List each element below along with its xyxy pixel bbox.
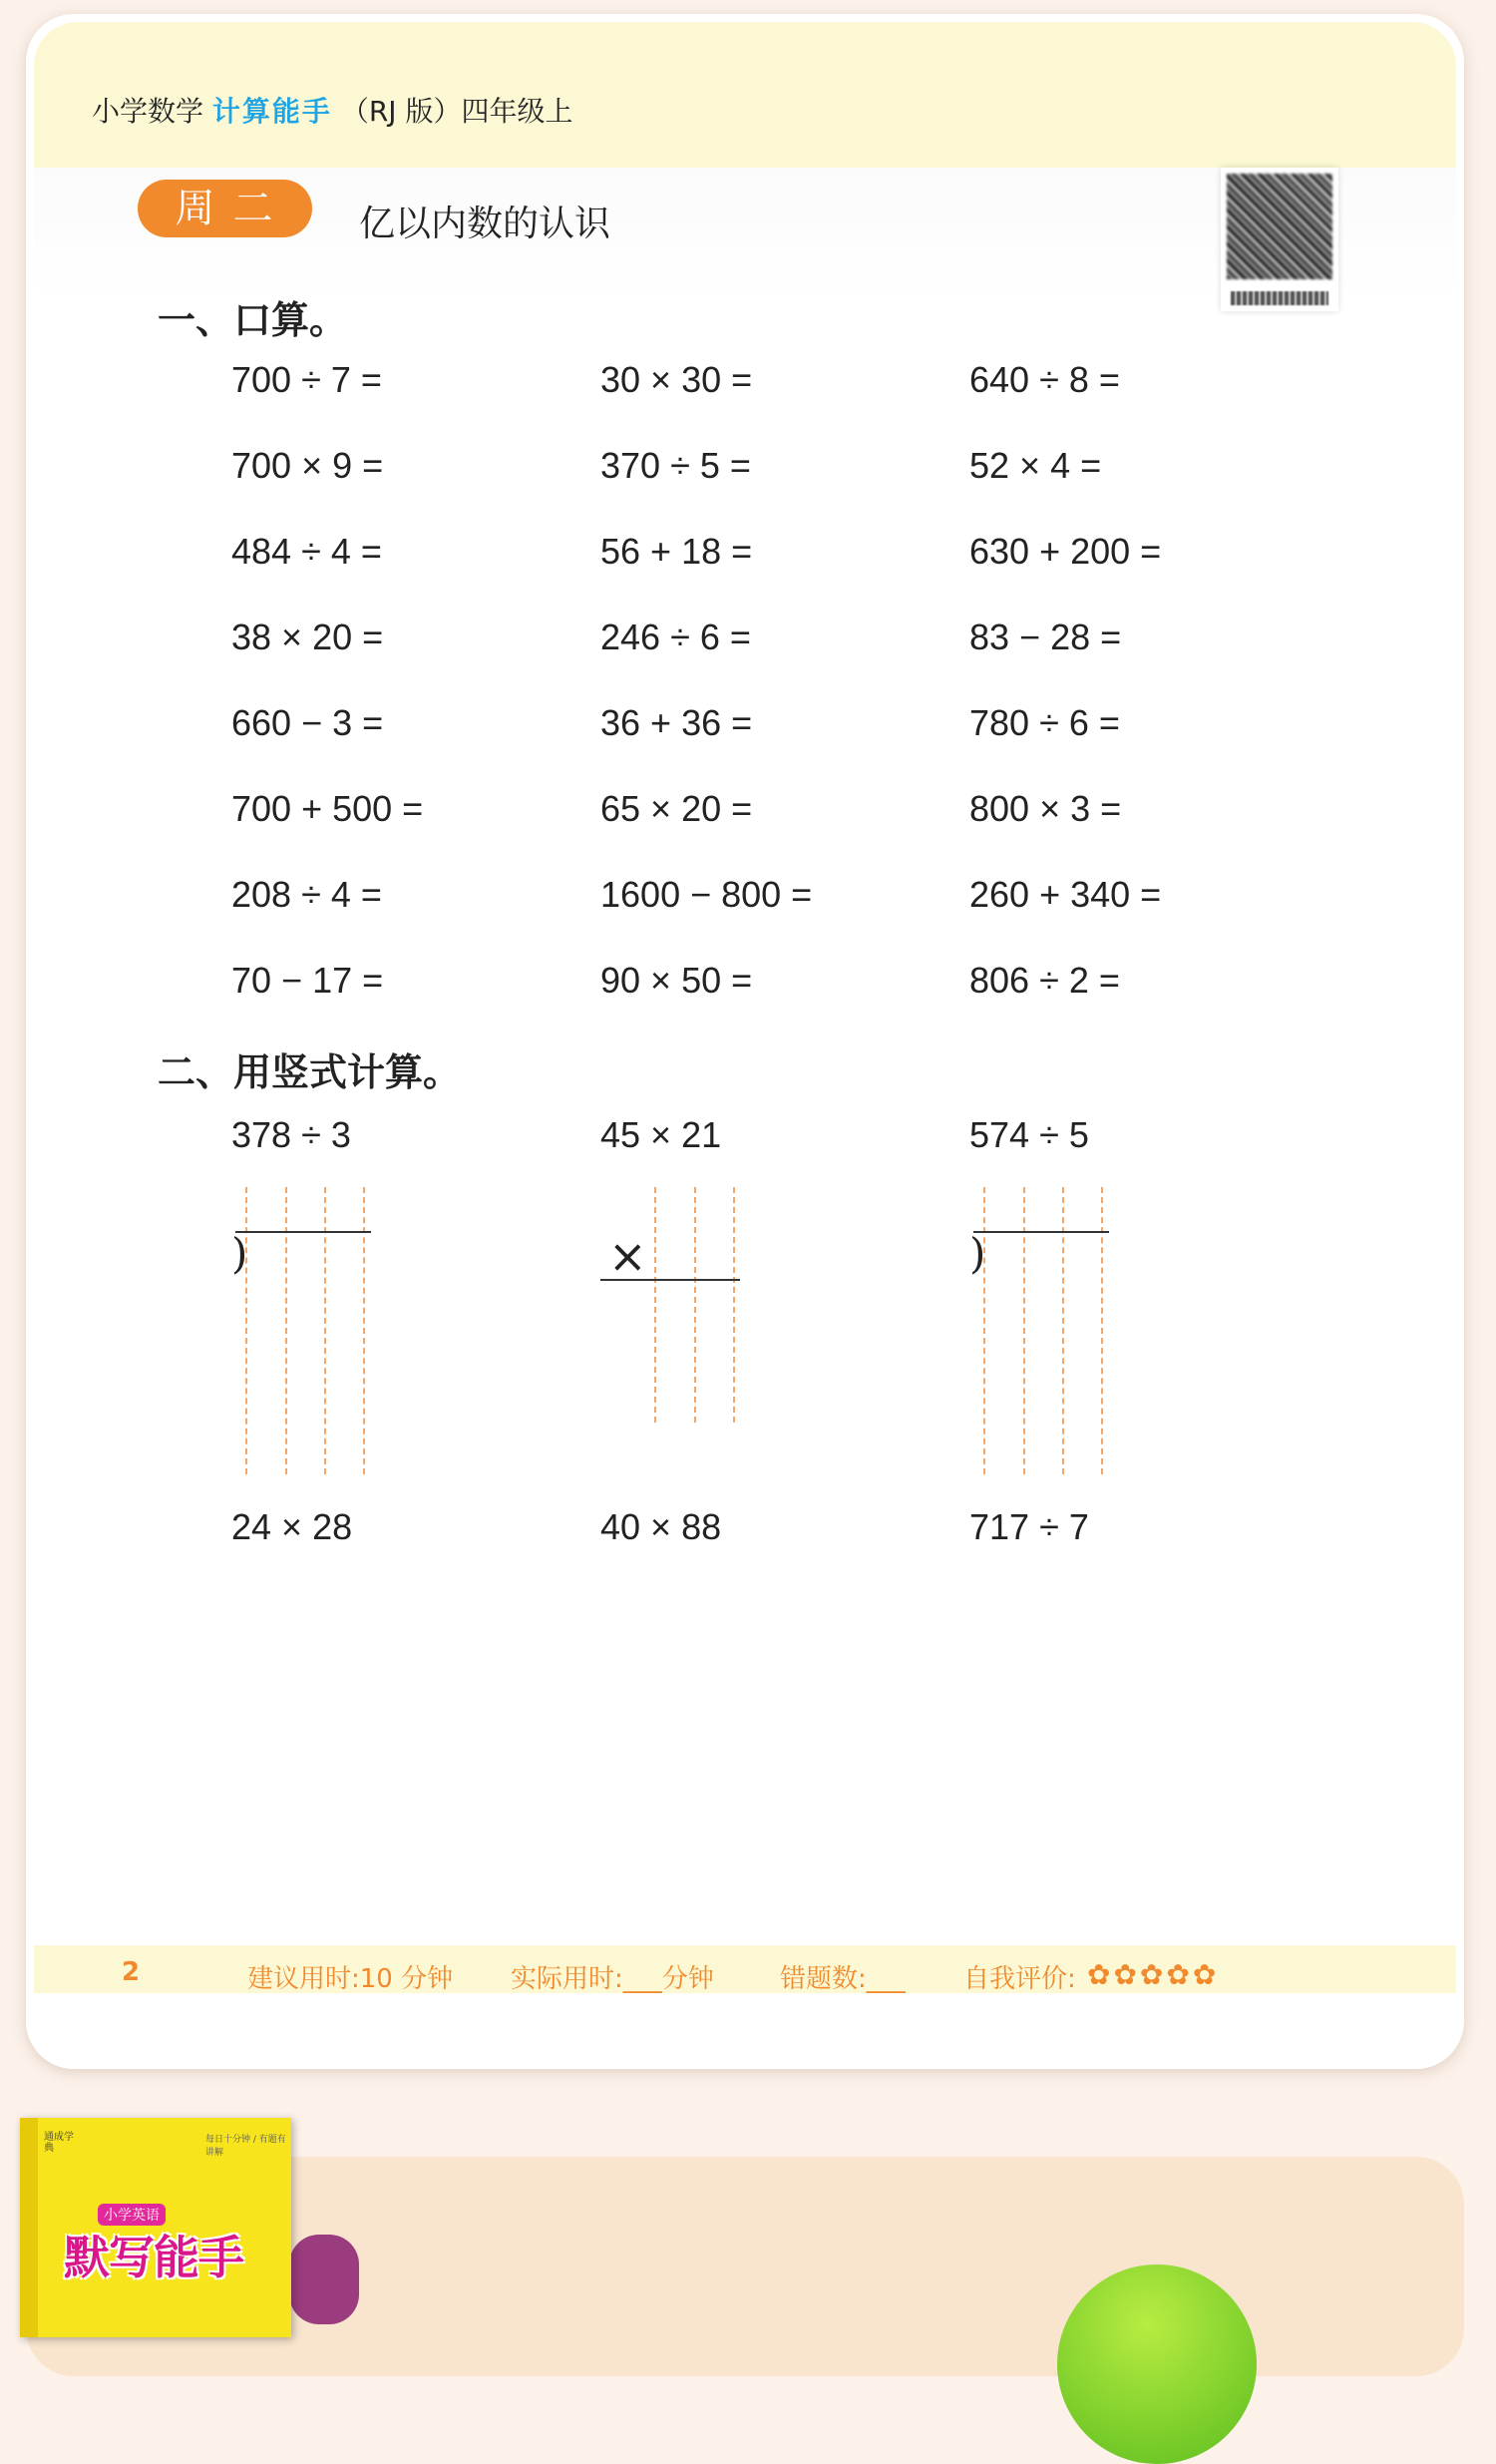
division-bar — [235, 1231, 371, 1233]
oral-problem: 246 ÷ 6 = — [600, 616, 751, 657]
book-tagline: 每日十分钟 / 有题有讲解 — [205, 2135, 286, 2158]
oral-problem: 70 − 17 = — [231, 960, 384, 1001]
oral-problem: 370 ÷ 5 = — [600, 445, 751, 486]
division-bracket: ) — [969, 1229, 986, 1278]
digit-guide-line — [694, 1187, 696, 1423]
oral-problem: 30 × 30 = — [600, 359, 753, 400]
oral-problem: 484 ÷ 4 = — [231, 531, 382, 572]
oral-problem: 38 × 20 = — [231, 616, 384, 657]
vertical-problem: 717 ÷ 7 — [969, 1506, 1089, 1547]
oral-problem: 640 ÷ 8 = — [969, 359, 1120, 400]
oral-problem: 806 ÷ 2 = — [969, 960, 1120, 1001]
lesson-topic: 亿以内数的认识 — [359, 204, 611, 244]
decorative-ball — [1057, 2264, 1257, 2464]
oral-problem: 700 × 9 = — [231, 445, 384, 486]
promo-section — [0, 2095, 1496, 2316]
day-badge: 周二 — [138, 180, 312, 237]
vertical-problem: 45 × 21 — [600, 1114, 722, 1155]
series-label: 小学数学 — [92, 95, 204, 128]
error-count: 错题数:___ — [780, 1964, 906, 1994]
times-sign: × — [608, 1229, 647, 1283]
oral-problem: 56 + 18 = — [600, 531, 753, 572]
oral-problem: 90 × 50 = — [600, 960, 753, 1001]
oral-problem: 700 + 500 = — [231, 788, 424, 829]
qr-code-card[interactable] — [1221, 168, 1338, 311]
decorative-shape — [289, 2235, 359, 2324]
actual-time: 实际用时:___分钟 — [511, 1964, 714, 1994]
book-publisher: 通成学典 — [44, 2132, 74, 2154]
vertical-problem: 24 × 28 — [231, 1506, 353, 1547]
oral-problem: 630 + 200 = — [969, 531, 1162, 572]
oral-problem: 1600 − 800 = — [600, 874, 813, 915]
vertical-problem: 574 ÷ 5 — [969, 1114, 1089, 1155]
oral-problem: 36 + 36 = — [600, 702, 753, 743]
page-number: 2 — [122, 1957, 141, 1987]
self-evaluation-label: 自我评价: — [963, 1964, 1076, 1994]
oral-problem: 52 × 4 = — [969, 445, 1102, 486]
qr-code-image — [1227, 174, 1332, 279]
book-spine — [20, 2118, 38, 2337]
section2-title: 二、用竖式计算。 — [158, 1050, 462, 1094]
qr-caption — [1231, 291, 1328, 305]
oral-problem: 700 ÷ 7 = — [231, 359, 382, 400]
vertical-problem: 378 ÷ 3 — [231, 1114, 351, 1155]
promo-book-cover[interactable] — [20, 2118, 291, 2337]
product-line — [600, 1279, 740, 1281]
book-subject-label: 小学英语 — [98, 2204, 166, 2226]
rating-stars[interactable]: ✿✿✿✿✿ — [1087, 1958, 1220, 1991]
division-bracket: ) — [231, 1229, 248, 1278]
edition-label: （RJ 版）四年级上 — [340, 95, 573, 128]
oral-problem: 65 × 20 = — [600, 788, 753, 829]
oral-problem: 660 − 3 = — [231, 702, 384, 743]
section1-title: 一、口算。 — [158, 298, 348, 342]
book-title — [92, 90, 572, 130]
division-bar — [973, 1231, 1109, 1233]
vertical-problem: 40 × 88 — [600, 1506, 722, 1547]
brand-label: 计算能手 — [211, 95, 332, 128]
oral-problem: 208 ÷ 4 = — [231, 874, 382, 915]
suggested-time: 建议用时:10 分钟 — [247, 1964, 454, 1994]
oral-problem: 260 + 340 = — [969, 874, 1162, 915]
book-title: 默写能手 — [64, 2231, 243, 2284]
oral-problem: 780 ÷ 6 = — [969, 702, 1120, 743]
digit-guide-line — [733, 1187, 735, 1423]
oral-problem: 800 × 3 = — [969, 788, 1122, 829]
oral-problem: 83 − 28 = — [969, 616, 1122, 657]
digit-guide-line — [654, 1187, 656, 1423]
